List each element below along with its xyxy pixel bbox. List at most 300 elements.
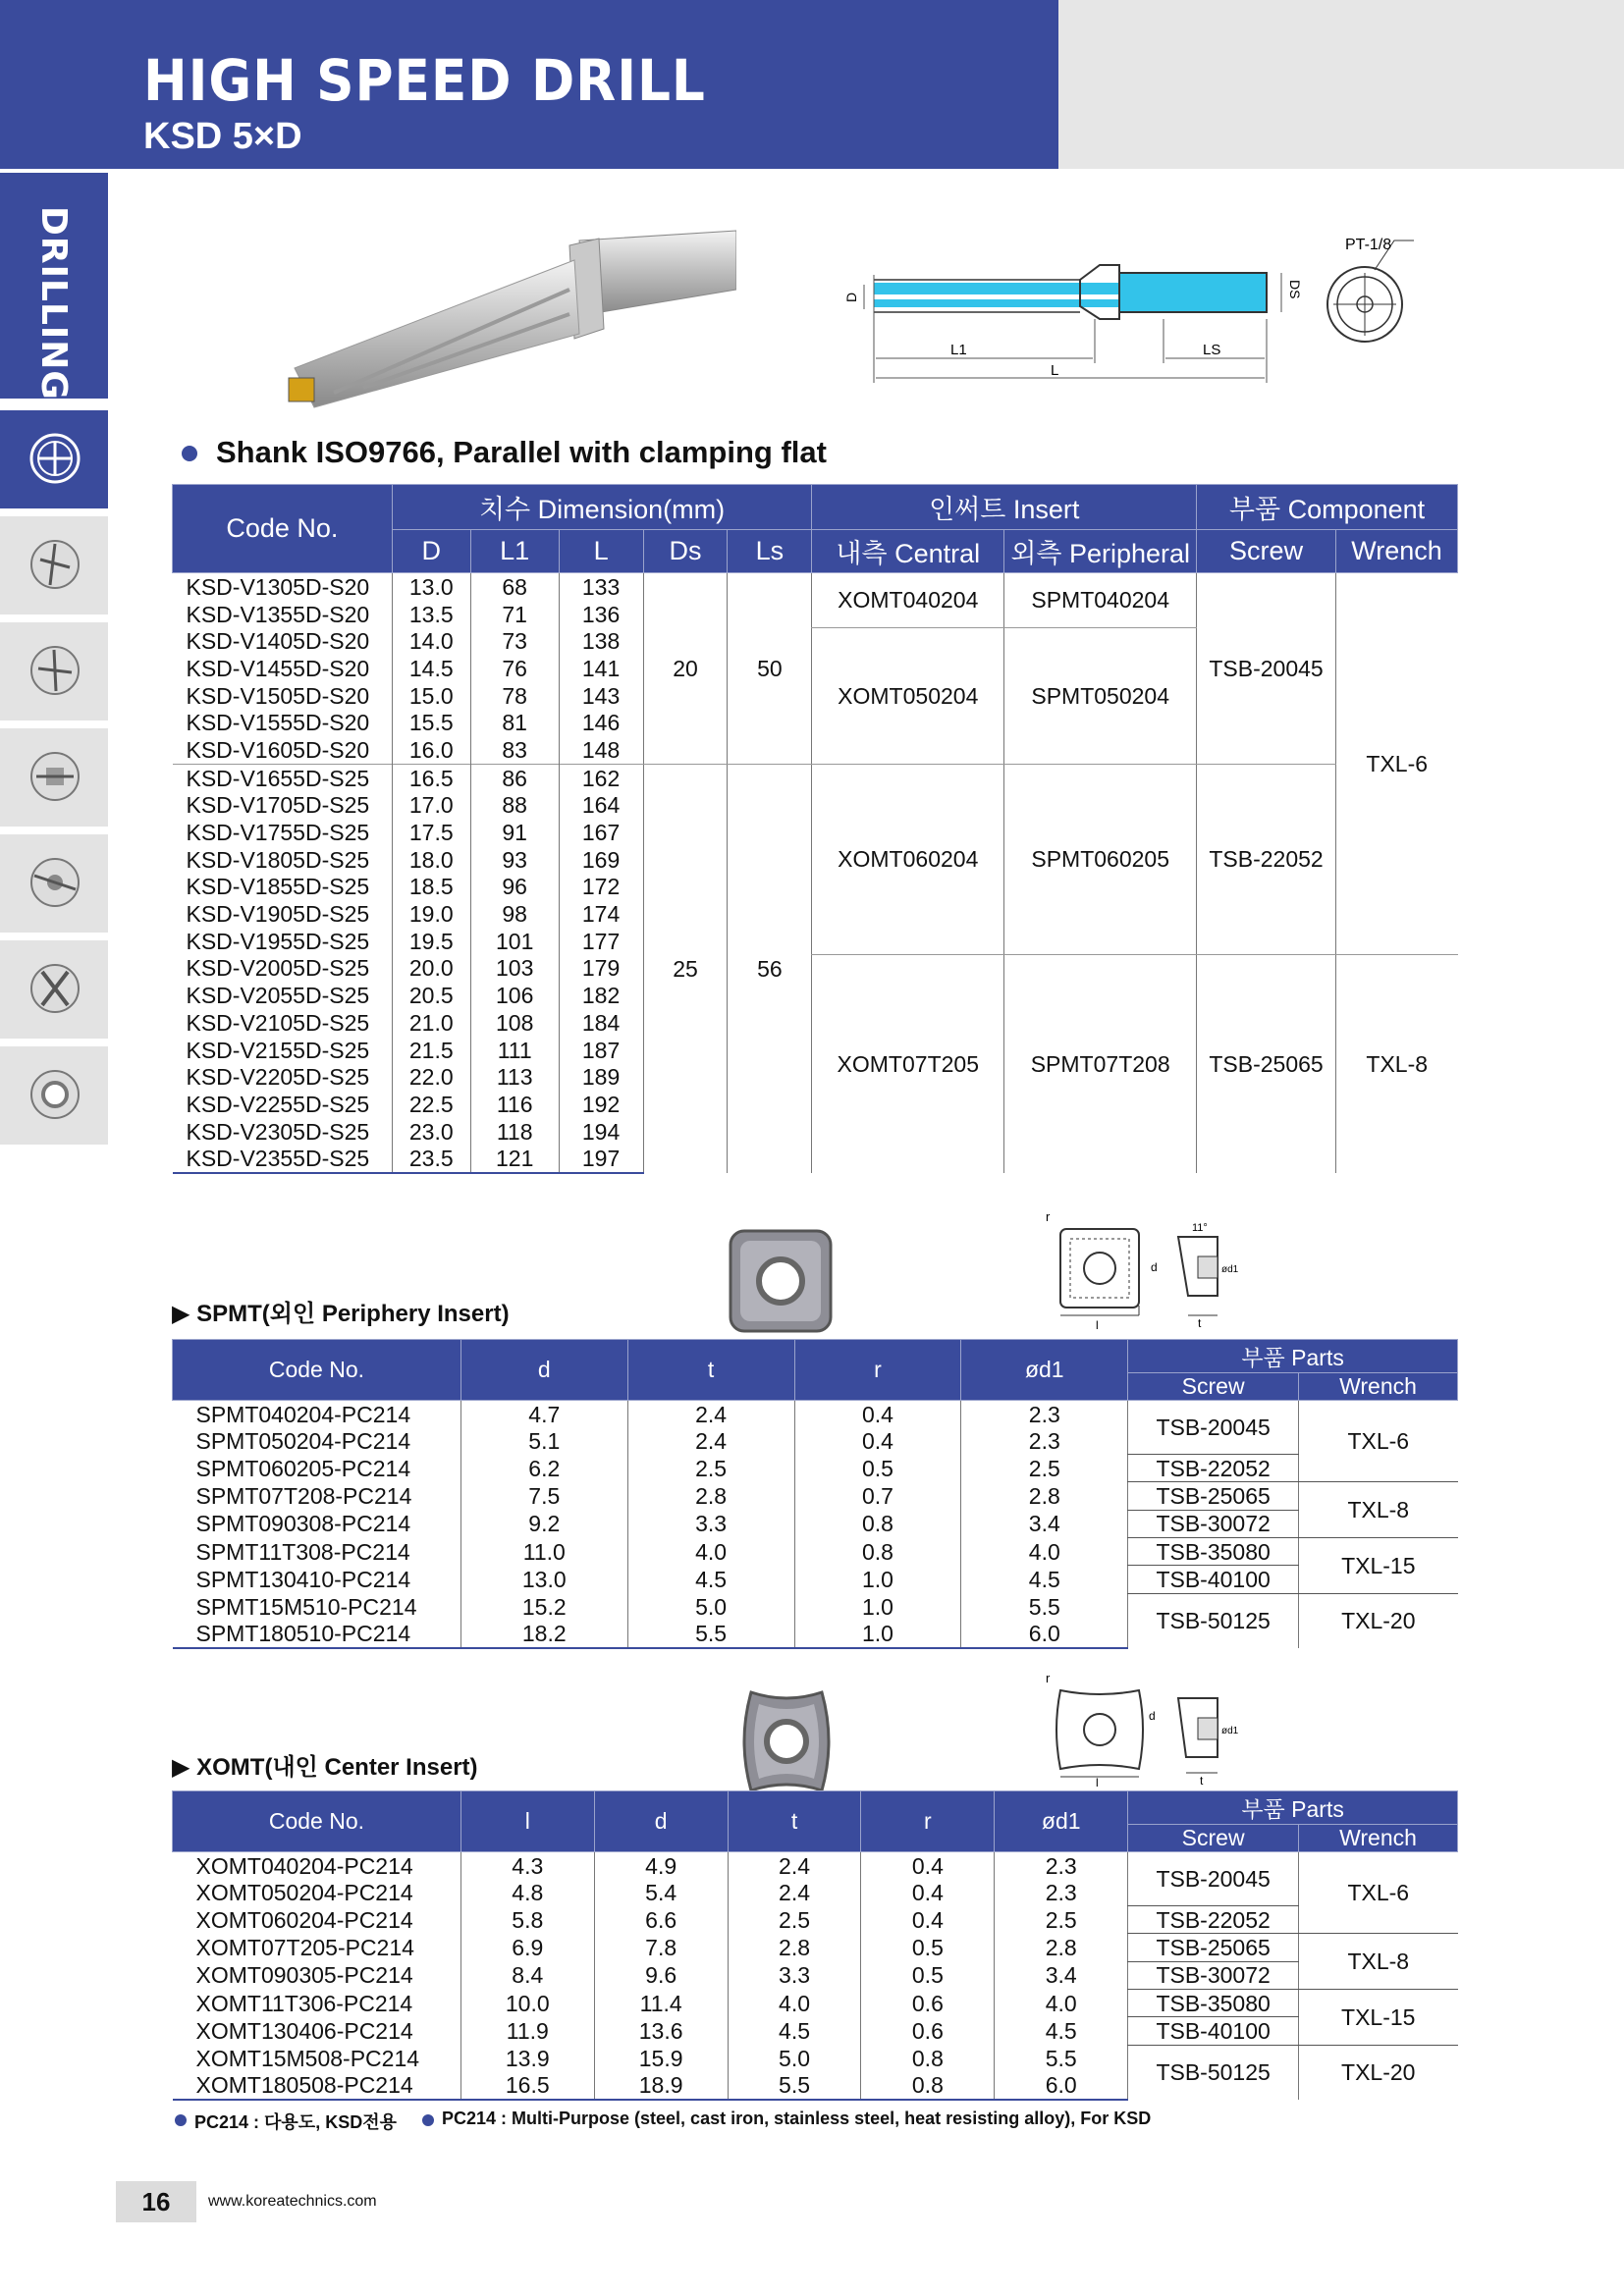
cell-l: 167 <box>559 819 643 846</box>
cell-insert-peripheral: SPMT040204 <box>1004 573 1197 628</box>
footnote-bullet <box>175 2114 187 2126</box>
cell-code: KSD-V2255D-S25 <box>186 1091 370 1117</box>
cell-code: SPMT130410-PC214 <box>195 1566 411 1592</box>
diagram-label-d: D <box>843 292 859 302</box>
cell-d: 6.6 <box>594 1906 728 1934</box>
cell-l: 184 <box>559 1009 643 1037</box>
header-col-l1: L1 <box>470 530 559 573</box>
xomt-header-screw: Screw <box>1128 1825 1299 1852</box>
header-dimension: 치수 Dimension(mm) <box>392 485 812 530</box>
cell-l1: 78 <box>470 682 559 710</box>
drill-face-icon <box>28 432 81 485</box>
section-title: Shank ISO9766, Parallel with clamping flat <box>216 435 827 469</box>
cell-l: 143 <box>559 682 643 710</box>
table-row <box>173 1482 1458 1510</box>
spmt-label-angle: 11° <box>1192 1222 1208 1234</box>
section-bullet <box>182 446 197 461</box>
cell-r: 1.0 <box>794 1566 961 1593</box>
cell-l: 6.9 <box>460 1934 594 1961</box>
table-row <box>173 2045 1458 2071</box>
cell-t: 3.3 <box>728 1961 861 1989</box>
cell-screw: TSB-22052 <box>1197 764 1336 954</box>
cell-code: KSD-V1455D-S20 <box>186 655 370 681</box>
footnote-en: PC214 : Multi-Purpose (steel, cast iron, stainless steel, heat resisting alloy), For KSD <box>442 2109 1152 2128</box>
cell-l1: 96 <box>470 874 559 901</box>
cell-code: XOMT15M508-PC214 <box>195 2045 420 2071</box>
diagram-label-l1: L1 <box>950 342 967 358</box>
cell-wrench: TXL-20 <box>1299 1593 1458 1648</box>
header-col-d: D <box>392 530 470 573</box>
cell-code: SPMT180510-PC214 <box>173 1620 461 1647</box>
cell-code: KSD-V2005D-S25 <box>186 955 370 982</box>
cell-d: 23.5 <box>392 1145 470 1173</box>
cell-d1: 4.5 <box>961 1566 1128 1593</box>
cell-wrench: TXL-15 <box>1299 1989 1458 2045</box>
cell-code: KSD-V2205D-S25 <box>186 1064 370 1091</box>
cell-l: 192 <box>559 1091 643 1118</box>
cell-d: 11.4 <box>594 1989 728 2016</box>
spmt-header-r: r <box>794 1340 961 1401</box>
spmt-insert-table <box>172 1339 1458 1649</box>
cell-t: 4.0 <box>627 1537 794 1565</box>
cell-code: SPMT060205-PC214 <box>195 1455 411 1481</box>
cell-d: 22.0 <box>392 1063 470 1091</box>
xomt-header-l: l <box>460 1791 594 1852</box>
sidebar-item-3[interactable] <box>0 622 108 721</box>
cell-l1: 111 <box>470 1037 559 1064</box>
xomt-label-t: t <box>1200 1774 1204 1787</box>
cell-code: XOMT060204-PC214 <box>195 1906 413 1933</box>
cell-l1: 86 <box>470 764 559 791</box>
cell-insert-peripheral: SPMT060205 <box>1004 764 1197 954</box>
cell-ls-group2: 56 <box>728 764 812 1173</box>
cell-code: KSD-V2105D-S25 <box>186 1009 370 1036</box>
cell-d: 4.7 <box>460 1401 627 1428</box>
spmt-header-code: Code No. <box>173 1340 461 1401</box>
cell-d: 5.4 <box>594 1879 728 1905</box>
cell-t: 2.4 <box>627 1427 794 1454</box>
cell-screw: TSB-50125 <box>1128 1593 1299 1648</box>
table-row <box>173 1852 1458 1880</box>
xomt-header-t: t <box>728 1791 861 1852</box>
page-title: HIGH SPEED DRILL <box>143 47 706 114</box>
cell-t: 5.0 <box>728 2045 861 2071</box>
cell-l: 189 <box>559 1063 643 1091</box>
cell-screw: TSB-40100 <box>1128 1566 1299 1593</box>
cell-d: 13.6 <box>594 2017 728 2045</box>
cell-code: SPMT090308-PC214 <box>195 1511 411 1537</box>
cell-d: 13.5 <box>392 601 470 628</box>
cell-d: 13.0 <box>392 573 470 601</box>
cell-wrench: TXL-6 <box>1299 1852 1458 1934</box>
cell-t: 4.0 <box>728 1989 861 2016</box>
spmt-label-d: d <box>1151 1260 1158 1274</box>
cell-d1: 6.0 <box>961 1620 1128 1647</box>
sidebar-item-2[interactable] <box>0 516 108 614</box>
footnote-bullet <box>422 2114 434 2126</box>
cell-l1: 113 <box>470 1063 559 1091</box>
sidebar-item-ksd[interactable] <box>0 410 108 508</box>
cell-insert-central: XOMT060204 <box>812 764 1004 954</box>
cell-d: 22.5 <box>392 1091 470 1118</box>
cell-code: XOMT180508-PC214 <box>173 2071 461 2099</box>
diagram-label-ls: LS <box>1203 342 1221 358</box>
cell-code: KSD-V2155D-S25 <box>186 1037 370 1063</box>
cell-l: 4.3 <box>460 1852 594 1880</box>
footer-url[interactable]: www.koreatechnics.com <box>208 2193 377 2210</box>
cell-r: 0.6 <box>861 1989 995 2016</box>
cell-wrench: TXL-6 <box>1299 1401 1458 1482</box>
cell-code: KSD-V1755D-S25 <box>186 820 370 846</box>
cell-screw: TSB-30072 <box>1128 1961 1299 1989</box>
cell-l: 169 <box>559 846 643 874</box>
sidebar-item-5[interactable] <box>0 834 108 933</box>
page-subtitle: KSD 5×D <box>143 116 302 157</box>
drill-dimension-diagram <box>825 226 1434 393</box>
cell-code: SPMT15M510-PC214 <box>195 1593 417 1620</box>
cell-d1: 3.4 <box>995 1961 1128 1989</box>
xomt-header-r: r <box>861 1791 995 1852</box>
cell-d1: 2.3 <box>995 1852 1128 1880</box>
cell-code: KSD-V1855D-S25 <box>186 874 370 900</box>
sidebar-item-4[interactable] <box>0 728 108 827</box>
xomt-header-wrench: Wrench <box>1299 1825 1458 1852</box>
cell-d: 17.5 <box>392 819 470 846</box>
cell-t: 2.4 <box>728 1879 861 1905</box>
sidebar-item-6[interactable] <box>0 940 108 1039</box>
cell-code: XOMT11T306-PC214 <box>195 1990 413 2016</box>
cell-insert-peripheral: SPMT07T208 <box>1004 955 1197 1174</box>
cell-l: 141 <box>559 655 643 682</box>
cell-d1: 2.3 <box>961 1427 1128 1454</box>
cell-d: 15.5 <box>392 709 470 736</box>
cell-insert-peripheral: SPMT050204 <box>1004 627 1197 764</box>
spmt-label-l: l <box>1096 1318 1099 1332</box>
cell-screw: TSB-20045 <box>1197 573 1336 765</box>
cell-screw: TSB-30072 <box>1128 1510 1299 1537</box>
cell-r: 0.8 <box>861 2071 995 2099</box>
cell-t: 3.3 <box>627 1510 794 1537</box>
cell-code: XOMT040204-PC214 <box>195 1852 413 1879</box>
cell-l: 164 <box>559 792 643 820</box>
cell-l1: 108 <box>470 1009 559 1037</box>
drill-face-icon <box>28 538 81 591</box>
spmt-header-wrench: Wrench <box>1299 1373 1458 1401</box>
cell-wrench: TXL-8 <box>1299 1934 1458 1990</box>
drill-face-icon <box>28 644 81 697</box>
cell-l1: 73 <box>470 627 559 655</box>
table-row <box>173 1537 1458 1565</box>
header-gray-block <box>1058 0 1624 169</box>
cell-code: KSD-V1405D-S20 <box>186 628 370 655</box>
cell-wrench: TXL-20 <box>1299 2045 1458 2100</box>
cell-r: 0.5 <box>861 1934 995 1961</box>
cell-t: 4.5 <box>627 1566 794 1593</box>
sidebar-tab-label: DRILLING <box>33 206 74 400</box>
spmt-label-r: r <box>1046 1209 1051 1224</box>
cell-d: 15.9 <box>594 2045 728 2071</box>
cell-d1: 5.5 <box>961 1593 1128 1620</box>
cell-r: 0.6 <box>861 2017 995 2045</box>
cell-l: 5.8 <box>460 1906 594 1934</box>
cell-code: SPMT11T308-PC214 <box>195 1538 410 1565</box>
cell-r: 0.7 <box>794 1482 961 1510</box>
drill-face-icon <box>28 962 81 1015</box>
cell-screw: TSB-35080 <box>1128 1989 1299 2016</box>
cell-l1: 103 <box>470 955 559 983</box>
cell-l: 16.5 <box>460 2071 594 2099</box>
spmt-header-parts: 부품 Parts <box>1128 1340 1458 1373</box>
cell-l: 8.4 <box>460 1961 594 1989</box>
xomt-header-d: d <box>594 1791 728 1852</box>
cell-screw: TSB-35080 <box>1128 1537 1299 1565</box>
cell-l: 179 <box>559 955 643 983</box>
table-row <box>173 1593 1458 1620</box>
table-row <box>173 1989 1458 2016</box>
header-component: 부품 Component <box>1197 485 1458 530</box>
cell-d: 18.2 <box>460 1620 627 1647</box>
cell-wrench: TXL-15 <box>1299 1537 1458 1593</box>
cell-code: KSD-V1605D-S20 <box>186 736 370 763</box>
cell-l1: 88 <box>470 792 559 820</box>
cell-code: SPMT07T208-PC214 <box>195 1483 412 1510</box>
cell-t: 2.5 <box>627 1455 794 1482</box>
cell-r: 0.8 <box>794 1537 961 1565</box>
cell-l1: 83 <box>470 736 559 764</box>
cell-t: 2.4 <box>627 1401 794 1428</box>
spmt-header-d: d <box>460 1340 627 1401</box>
cell-t: 5.5 <box>728 2071 861 2099</box>
diagram-label-l: L <box>1051 362 1059 379</box>
cell-l1: 106 <box>470 982 559 1009</box>
cell-l: 148 <box>559 736 643 764</box>
cell-code: KSD-V1805D-S25 <box>186 846 370 873</box>
drill-face-icon <box>28 750 81 803</box>
cell-ds-group2: 25 <box>643 764 728 1173</box>
cell-r: 0.5 <box>861 1961 995 1989</box>
cell-l: 4.8 <box>460 1879 594 1905</box>
cell-d1: 4.0 <box>995 1989 1128 2016</box>
cell-d: 7.5 <box>460 1482 627 1510</box>
cell-code: XOMT07T205-PC214 <box>195 1935 414 1961</box>
cell-screw: TSB-40100 <box>1128 2017 1299 2045</box>
table-row <box>173 1401 1458 1428</box>
cell-code: XOMT050204-PC214 <box>195 1879 413 1905</box>
cell-l: 136 <box>559 601 643 628</box>
cell-t: 2.8 <box>728 1934 861 1961</box>
cell-t: 4.5 <box>728 2017 861 2045</box>
cell-l: 146 <box>559 709 643 736</box>
diagram-label-ds: DS <box>1287 280 1303 299</box>
cell-t: 2.8 <box>627 1482 794 1510</box>
cell-d: 21.0 <box>392 1009 470 1037</box>
cell-d: 18.5 <box>392 874 470 901</box>
cell-d1: 4.5 <box>995 2017 1128 2045</box>
table-row <box>173 1934 1458 1961</box>
xomt-insert-table <box>172 1790 1458 2101</box>
page-number: 16 <box>116 2181 196 2222</box>
cell-l: 197 <box>559 1145 643 1173</box>
cell-ds-group1: 20 <box>643 573 728 765</box>
cell-l: 11.9 <box>460 2017 594 2045</box>
drill-face-icon <box>28 856 81 909</box>
cell-d: 23.0 <box>392 1118 470 1146</box>
cell-r: 0.5 <box>794 1455 961 1482</box>
xomt-insert-diagram <box>1021 1669 1296 1787</box>
cell-r: 0.8 <box>794 1510 961 1537</box>
cell-d1: 2.5 <box>961 1455 1128 1482</box>
cell-d: 9.2 <box>460 1510 627 1537</box>
xomt-label-d: d <box>1149 1709 1156 1723</box>
cell-d: 20.5 <box>392 982 470 1009</box>
xomt-insert-photo <box>731 1686 841 1796</box>
spmt-header-d1: ød1 <box>961 1340 1128 1401</box>
header-col-ds: Ds <box>643 530 728 573</box>
header-col-ls: Ls <box>728 530 812 573</box>
spmt-label-d1: ød1 <box>1221 1264 1239 1275</box>
cell-d: 9.6 <box>594 1961 728 1989</box>
cell-screw: TSB-22052 <box>1128 1906 1299 1934</box>
cell-screw: TSB-22052 <box>1128 1455 1299 1482</box>
cell-d1: 2.3 <box>961 1401 1128 1428</box>
cell-insert-central: XOMT07T205 <box>812 955 1004 1174</box>
cell-l: 172 <box>559 874 643 901</box>
cell-code: XOMT130406-PC214 <box>195 2017 413 2044</box>
cell-code: KSD-V1355D-S20 <box>186 601 370 627</box>
cell-l1: 101 <box>470 928 559 955</box>
cell-t: 2.5 <box>728 1906 861 1934</box>
xomt-label-d1: ød1 <box>1221 1726 1239 1736</box>
header-col-l: L <box>559 530 643 573</box>
spmt-insert-photo <box>727 1227 835 1335</box>
xomt-header-d1: ød1 <box>995 1791 1128 1852</box>
cell-l1: 81 <box>470 709 559 736</box>
cell-d1: 5.5 <box>995 2045 1128 2071</box>
xomt-label-r: r <box>1046 1671 1051 1685</box>
cell-l1: 116 <box>470 1091 559 1118</box>
cell-l: 182 <box>559 982 643 1009</box>
spmt-header-screw: Screw <box>1128 1373 1299 1401</box>
cell-l1: 76 <box>470 655 559 682</box>
cell-code: XOMT090305-PC214 <box>195 1962 413 1989</box>
cell-d1: 4.0 <box>961 1537 1128 1565</box>
cell-r: 0.4 <box>861 1879 995 1905</box>
cell-screw: TSB-20045 <box>1128 1852 1299 1906</box>
cell-d: 16.0 <box>392 736 470 764</box>
cell-d: 14.0 <box>392 627 470 655</box>
cell-d: 6.2 <box>460 1455 627 1482</box>
cell-d1: 2.8 <box>961 1482 1128 1510</box>
cell-t: 5.5 <box>627 1620 794 1647</box>
cell-screw: TSB-50125 <box>1128 2045 1299 2100</box>
cell-code: SPMT050204-PC214 <box>195 1427 411 1454</box>
table-row <box>173 764 1458 791</box>
cell-code: KSD-V1705D-S25 <box>186 792 370 819</box>
cell-d: 19.0 <box>392 900 470 928</box>
cell-d: 14.5 <box>392 655 470 682</box>
cell-d: 16.5 <box>392 764 470 791</box>
cell-d: 11.0 <box>460 1537 627 1565</box>
xomt-header-parts: 부품 Parts <box>1128 1791 1458 1825</box>
header-col-screw: Screw <box>1197 530 1336 573</box>
cell-code: KSD-V1955D-S25 <box>186 928 370 954</box>
drill-face-icon <box>28 1068 81 1121</box>
spmt-insert-diagram <box>1021 1207 1296 1335</box>
cell-code: KSD-V1905D-S25 <box>186 901 370 928</box>
diagram-pt-label: PT-1/8 <box>1345 237 1392 253</box>
table-row <box>173 573 1458 601</box>
spmt-section-title: ▶ SPMT(외인 Periphery Insert) <box>172 1301 510 1327</box>
cell-r: 1.0 <box>794 1620 961 1647</box>
table-row <box>173 1961 1458 1989</box>
cell-code: KSD-V1655D-S25 <box>173 764 393 791</box>
cell-d: 21.5 <box>392 1037 470 1064</box>
cell-code: KSD-V2355D-S25 <box>173 1145 393 1173</box>
cell-r: 0.4 <box>794 1401 961 1428</box>
xomt-section-title: ▶ XOMT(내인 Center Insert) <box>172 1754 478 1781</box>
cell-d: 20.0 <box>392 955 470 983</box>
spmt-header-t: t <box>627 1340 794 1401</box>
cell-t: 2.4 <box>728 1852 861 1880</box>
cell-l1: 91 <box>470 819 559 846</box>
cell-wrench: TXL-8 <box>1336 955 1458 1174</box>
cell-d: 15.0 <box>392 682 470 710</box>
header-insert: 인써트 Insert <box>812 485 1197 530</box>
cell-l1: 71 <box>470 601 559 628</box>
cell-d: 13.0 <box>460 1566 627 1593</box>
table-row <box>173 1566 1458 1593</box>
cell-d: 17.0 <box>392 792 470 820</box>
cell-screw: TSB-25065 <box>1128 1934 1299 1961</box>
cell-d: 4.9 <box>594 1852 728 1880</box>
header-col-wrench: Wrench <box>1336 530 1458 573</box>
cell-wrench: TXL-8 <box>1299 1482 1458 1538</box>
cell-d: 5.1 <box>460 1427 627 1454</box>
cell-l: 187 <box>559 1037 643 1064</box>
cell-wrench: TXL-6 <box>1336 573 1458 955</box>
table-row <box>173 1510 1458 1537</box>
cell-r: 0.4 <box>794 1427 961 1454</box>
cell-l: 194 <box>559 1118 643 1146</box>
table-row <box>173 2017 1458 2045</box>
header-col-peripheral: 외측 Peripheral <box>1004 530 1197 573</box>
drill-spec-table <box>172 484 1458 1174</box>
cell-code: KSD-V2055D-S25 <box>186 983 370 1009</box>
cell-code: KSD-V1555D-S20 <box>186 710 370 736</box>
xomt-header-code: Code No. <box>173 1791 461 1852</box>
cell-l: 13.9 <box>460 2045 594 2071</box>
cell-t: 5.0 <box>627 1593 794 1620</box>
cell-l: 162 <box>559 764 643 791</box>
cell-code: SPMT040204-PC214 <box>195 1401 411 1427</box>
cell-screw: TSB-20045 <box>1128 1401 1299 1455</box>
cell-l: 10.0 <box>460 1989 594 2016</box>
cell-l1: 118 <box>470 1118 559 1146</box>
cell-r: 0.4 <box>861 1852 995 1880</box>
cell-d1: 2.5 <box>995 1906 1128 1934</box>
cell-screw: TSB-25065 <box>1128 1482 1299 1510</box>
cell-insert-central: XOMT040204 <box>812 573 1004 628</box>
cell-screw: TSB-25065 <box>1197 955 1336 1174</box>
cell-l1: 68 <box>470 573 559 601</box>
cell-d1: 2.8 <box>995 1934 1128 1961</box>
header-col-central: 내측 Central <box>812 530 1004 573</box>
header-code-no: Code No. <box>173 485 393 573</box>
sidebar-item-7[interactable] <box>0 1046 108 1145</box>
cell-l: 174 <box>559 900 643 928</box>
cell-d1: 6.0 <box>995 2071 1128 2099</box>
table-row <box>173 1455 1458 1482</box>
